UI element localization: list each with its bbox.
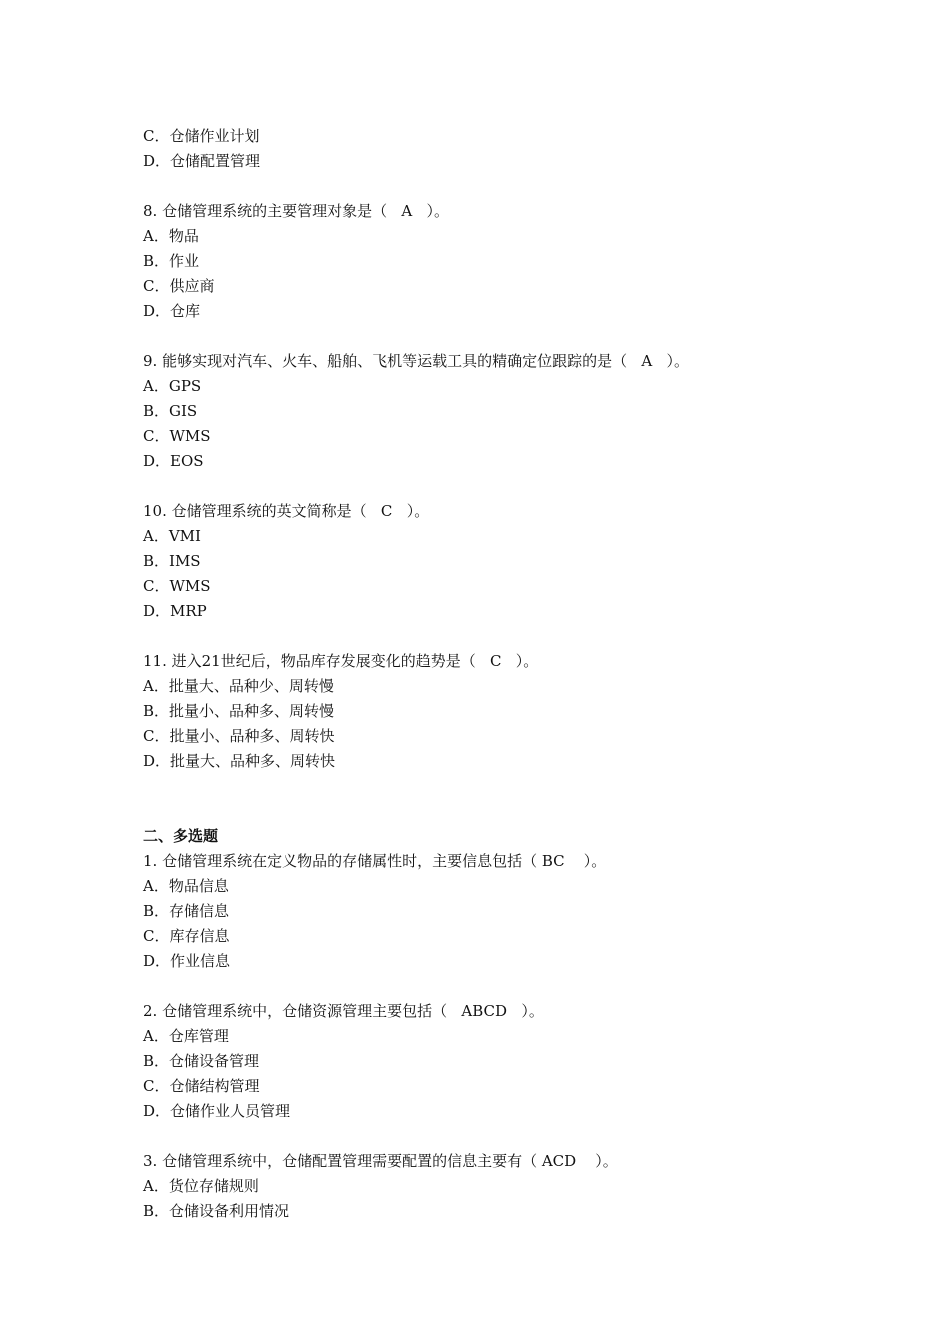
option-c: C．仓储作业计划 <box>143 127 260 145</box>
option-c: C．批量小、品种多、周转快 <box>143 727 335 745</box>
option-d: D．作业信息 <box>143 952 231 970</box>
option-c: C．库存信息 <box>143 927 230 945</box>
option-a: A．VMI <box>143 527 201 545</box>
section-heading: 二、多选题 <box>143 827 219 845</box>
option-a: A．货位存储规则 <box>143 1177 259 1195</box>
option-b: B．存储信息 <box>143 902 230 920</box>
spacer <box>143 974 843 999</box>
question-stem: 3. 仓储管理系统中，仓储配置管理需要配置的信息主要有（ ACD ）。 <box>143 1152 618 1170</box>
option-c: C．供应商 <box>143 277 215 295</box>
question-8 <box>143 199 843 324</box>
option-b: B．仓储设备管理 <box>143 1052 260 1070</box>
question-10 <box>143 499 843 624</box>
option-b: B．IMS <box>143 552 201 570</box>
option-a: A．物品信息 <box>143 877 229 895</box>
spacer <box>143 474 843 499</box>
multi-question-1 <box>143 849 843 974</box>
question-stem: 10. 仓储管理系统的英文简称是（ C ）。 <box>143 502 430 520</box>
option-a: A．批量大、品种少、周转慢 <box>143 677 334 695</box>
question-11 <box>143 649 843 774</box>
option-d: D．MRP <box>143 602 207 620</box>
option-b: B．作业 <box>143 252 200 270</box>
multi-question-2 <box>143 999 843 1124</box>
option-c: C．WMS <box>143 427 211 445</box>
question-stem: 1. 仓储管理系统在定义物品的存储属性时，主要信息包括（ BC ）。 <box>143 852 607 870</box>
spacer <box>143 174 843 199</box>
spacer <box>143 324 843 349</box>
document-page <box>143 124 843 1224</box>
option-b: B．GIS <box>143 402 198 420</box>
option-a: A．GPS <box>143 377 202 395</box>
option-d: D．仓库 <box>143 302 201 320</box>
option-a: A．仓库管理 <box>143 1027 229 1045</box>
option-d: D．EOS <box>143 452 204 470</box>
option-d: D．批量大、品种多、周转快 <box>143 752 336 770</box>
spacer <box>143 624 843 649</box>
question-block-7-continued <box>143 124 843 174</box>
option-b: B．仓储设备利用情况 <box>143 1202 290 1220</box>
option-c: C．仓储结构管理 <box>143 1077 260 1095</box>
question-9 <box>143 349 843 474</box>
question-stem: 2. 仓储管理系统中，仓储资源管理主要包括（ ABCD ）。 <box>143 1002 544 1020</box>
question-stem: 8. 仓储管理系统的主要管理对象是（ A ）。 <box>143 202 450 220</box>
spacer <box>143 1124 843 1149</box>
option-c: C．WMS <box>143 577 211 595</box>
question-stem: 11. 进入21世纪后，物品库存发展变化的趋势是（ C ）。 <box>143 652 539 670</box>
multi-question-3 <box>143 1149 843 1224</box>
option-b: B．批量小、品种多、周转慢 <box>143 702 335 720</box>
option-d: D．仓储作业人员管理 <box>143 1102 291 1120</box>
option-d: D．仓储配置管理 <box>143 152 261 170</box>
question-stem: 9. 能够实现对汽车、火车、船舶、飞机等运载工具的精确定位跟踪的是（ A ）。 <box>143 352 690 370</box>
spacer <box>143 774 843 824</box>
option-a: A．物品 <box>143 227 199 245</box>
